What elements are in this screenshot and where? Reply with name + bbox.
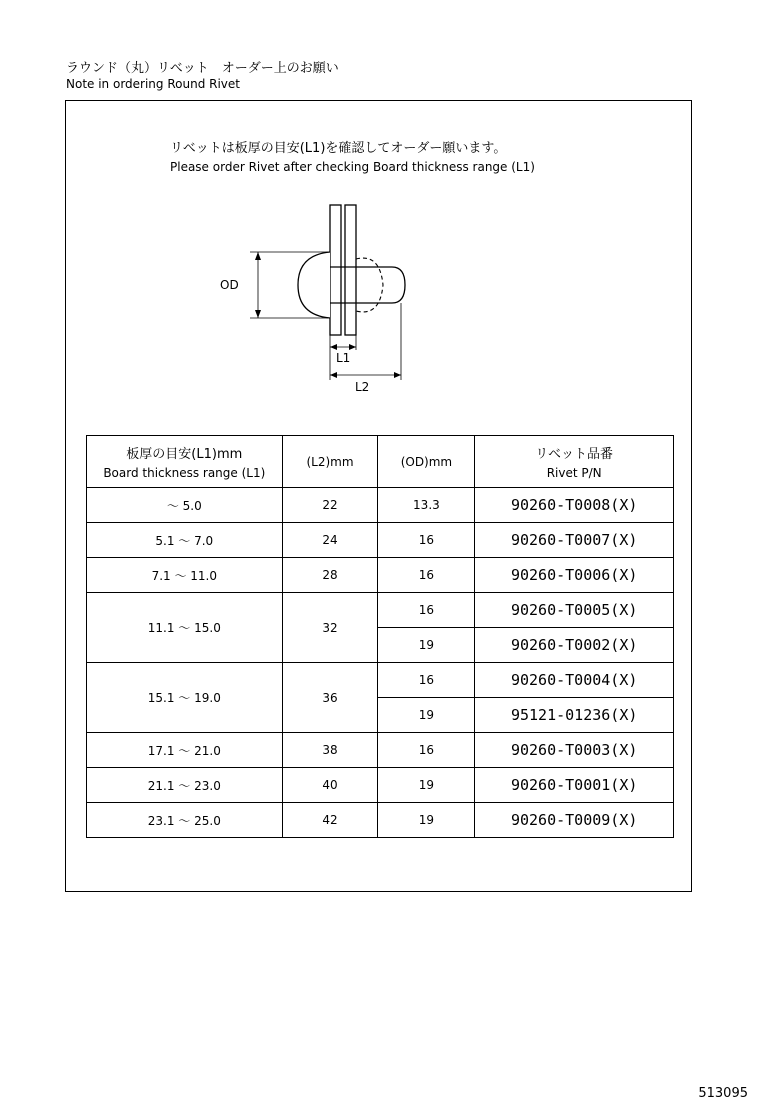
header-board-thickness: 板厚の目安(L1)mm Board thickness range (L1) bbox=[87, 436, 283, 488]
l2-cell: 36 bbox=[282, 663, 378, 733]
l2-cell: 38 bbox=[282, 733, 378, 768]
range-cell: 23.1 ～ 25.0 bbox=[87, 803, 283, 838]
document-code: 513095 bbox=[698, 1086, 748, 1101]
l2-cell: 22 bbox=[282, 488, 378, 523]
range-cell: 21.1 ～ 23.0 bbox=[87, 768, 283, 803]
od-cell: 16 bbox=[378, 663, 475, 698]
od-cell: 19 bbox=[378, 628, 475, 663]
part-number-cell: 90260-T0003(X) bbox=[475, 733, 674, 768]
rivet-diagram bbox=[200, 195, 420, 395]
range-cell: 11.1 ～ 15.0 bbox=[87, 593, 283, 663]
board-plate-1 bbox=[330, 205, 341, 335]
l1-label: L1 bbox=[336, 351, 351, 365]
table-row bbox=[87, 523, 674, 558]
page-title-en: Note in ordering Round Rivet bbox=[66, 77, 240, 91]
table-row bbox=[87, 663, 674, 698]
rivet-head bbox=[298, 252, 330, 318]
l2-cell: 32 bbox=[282, 593, 378, 663]
l2-cell: 24 bbox=[282, 523, 378, 558]
part-number-cell: 90260-T0007(X) bbox=[475, 523, 674, 558]
range-cell: 15.1 ～ 19.0 bbox=[87, 663, 283, 733]
instruction-jp: リベットは板厚の目安(L1)を確認してオーダー願います。 bbox=[170, 141, 507, 156]
od-cell: 19 bbox=[378, 803, 475, 838]
header-rivet-pn: リベット品番 Rivet P/N bbox=[475, 436, 674, 488]
l2-cell: 40 bbox=[282, 768, 378, 803]
l2-cell: 28 bbox=[282, 558, 378, 593]
part-number-cell: 95121-01236(X) bbox=[475, 698, 674, 733]
instruction-en: Please order Rivet after checking Board thickness range (L1) bbox=[170, 160, 535, 174]
table-row bbox=[87, 593, 674, 628]
od-cell: 13.3 bbox=[378, 488, 475, 523]
od-cell: 19 bbox=[378, 698, 475, 733]
page-title-jp: ラウンド（丸）リベット オーダー上のお願い bbox=[66, 61, 339, 76]
part-number-cell: 90260-T0008(X) bbox=[475, 488, 674, 523]
part-number-cell: 90260-T0004(X) bbox=[475, 663, 674, 698]
od-cell: 19 bbox=[378, 768, 475, 803]
od-cell: 16 bbox=[378, 593, 475, 628]
range-cell: ～ 5.0 bbox=[87, 488, 283, 523]
part-number-cell: 90260-T0005(X) bbox=[475, 593, 674, 628]
od-cell: 16 bbox=[378, 523, 475, 558]
rivet-table bbox=[86, 435, 674, 838]
od-cell: 16 bbox=[378, 733, 475, 768]
l2-cell: 42 bbox=[282, 803, 378, 838]
table-row bbox=[87, 733, 674, 768]
table-row bbox=[87, 768, 674, 803]
part-number-cell: 90260-T0002(X) bbox=[475, 628, 674, 663]
od-cell: 16 bbox=[378, 558, 475, 593]
table-row bbox=[87, 488, 674, 523]
board-plate-2 bbox=[345, 205, 356, 335]
header-l2: (L2)mm bbox=[282, 436, 378, 488]
table-row bbox=[87, 803, 674, 838]
header-od: (OD)mm bbox=[378, 436, 475, 488]
range-cell: 5.1 ～ 7.0 bbox=[87, 523, 283, 558]
table-row bbox=[87, 558, 674, 593]
range-cell: 7.1 ～ 11.0 bbox=[87, 558, 283, 593]
part-number-cell: 90260-T0001(X) bbox=[475, 768, 674, 803]
l2-label: L2 bbox=[355, 380, 370, 394]
od-label: OD bbox=[220, 278, 239, 292]
table-header-row bbox=[87, 436, 674, 488]
part-number-cell: 90260-T0006(X) bbox=[475, 558, 674, 593]
range-cell: 17.1 ～ 21.0 bbox=[87, 733, 283, 768]
part-number-cell: 90260-T0009(X) bbox=[475, 803, 674, 838]
rivet-expanded bbox=[356, 258, 383, 312]
